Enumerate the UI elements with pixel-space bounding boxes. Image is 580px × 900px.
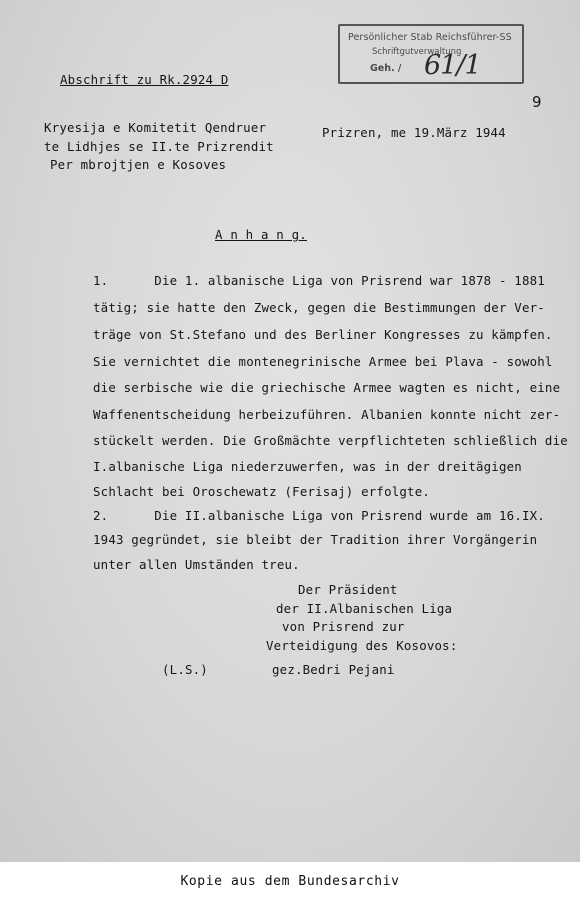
body-line-6: Waffenentscheidung herbeizuführen. Albanien konnte nicht zer-	[93, 407, 561, 422]
stamp-line-1: Persönlicher Stab Reichsführer-SS	[348, 32, 512, 43]
signature-line-4: Verteidigung des Kosovos:	[266, 638, 458, 653]
heading-anhang: A n h a n g.	[215, 227, 307, 242]
body-line-12: unter allen Umständen treu.	[93, 557, 300, 572]
body-line-2: tätig; sie hatte den Zweck, gegen die Bestimmungen der Ver-	[93, 300, 545, 315]
body-line-9: Schlacht bei Oroschewatz (Ferisaj) erfolgte.	[93, 484, 431, 499]
stamp-handwritten-number: 61/1	[424, 50, 481, 81]
signature-line-2: der II.Albanischen Liga	[276, 601, 453, 616]
body-line-10: 2. Die II.albanische Liga von Prisrend wurde am 16.IX.	[93, 508, 545, 523]
page-number: 9	[532, 93, 542, 111]
stamp-line-3: Geh. /	[370, 63, 402, 74]
archive-stamp	[338, 24, 524, 84]
place-date: Prizren, me 19.März 1944	[322, 125, 506, 140]
archive-caption: Kopie aus dem Bundesarchiv	[180, 874, 400, 889]
reference-line: Abschrift zu Rk.2924 D	[60, 72, 229, 87]
body-line-3: träge von St.Stefano und des Berliner Kongresses zu kämpfen.	[93, 327, 553, 342]
sender-line-2: te Lidhjes se II.te Prizrendit	[44, 139, 274, 154]
body-line-5: die serbische wie die griechische Armee wagten es nicht, eine	[93, 380, 561, 395]
body-line-1: 1. Die 1. albanische Liga von Prisrend war 1878 - 1881	[93, 273, 545, 288]
stamp-line-2: Schriftgutverwaltung	[372, 47, 462, 57]
signed-name: gez.Bedri Pejani	[272, 662, 395, 677]
body-line-8: I.albanische Liga niederzuwerfen, was in der dreitägigen	[93, 459, 522, 474]
body-line-7: stückelt werden. Die Großmächte verpflichteten schließlich die	[93, 433, 568, 448]
sender-line-3: Per mbrojtjen e Kosoves	[50, 157, 227, 172]
body-line-11: 1943 gegründet, sie bleibt der Tradition ihrer Vorgängerin	[93, 532, 538, 547]
signature-line-3: von Prisrend zur	[282, 619, 405, 634]
signature-line-1: Der Präsident	[298, 582, 398, 597]
sender-line-1: Kryesija e Komitetit Qendruer	[44, 120, 267, 135]
body-line-4: Sie vernichtet die montenegrinische Armee bei Plava - sowohl	[93, 354, 553, 369]
seal-mark: (L.S.)	[162, 662, 208, 677]
